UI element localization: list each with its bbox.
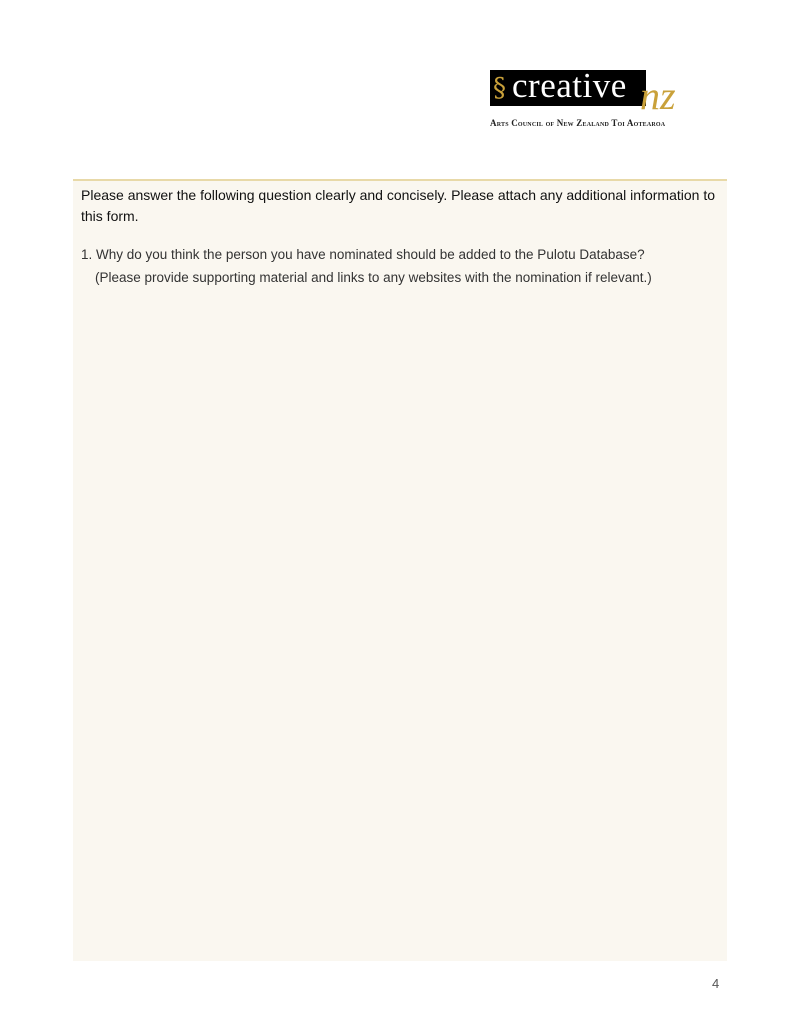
form-instructions: Please answer the following question clearly and concisely. Please attach any additional information to this form. [81,187,715,224]
creative-nz-logo [490,66,730,130]
logo-word: creative [512,66,627,105]
question-text: 1. Why do you think the person you have nominated should be added to the Pulotu Database? [81,247,645,262]
question-1 [81,243,652,289]
logo-subtitle: Arts Council of New Zealand Toi Aotearoa [490,118,666,128]
koru-icon: § [493,73,506,103]
question-note: (Please provide supporting material and links to any websites with the nomination if relevant.) [95,270,652,285]
answer-panel[interactable] [73,179,727,961]
page-number: 4 [712,976,720,991]
logo-accent: nz [640,73,676,118]
